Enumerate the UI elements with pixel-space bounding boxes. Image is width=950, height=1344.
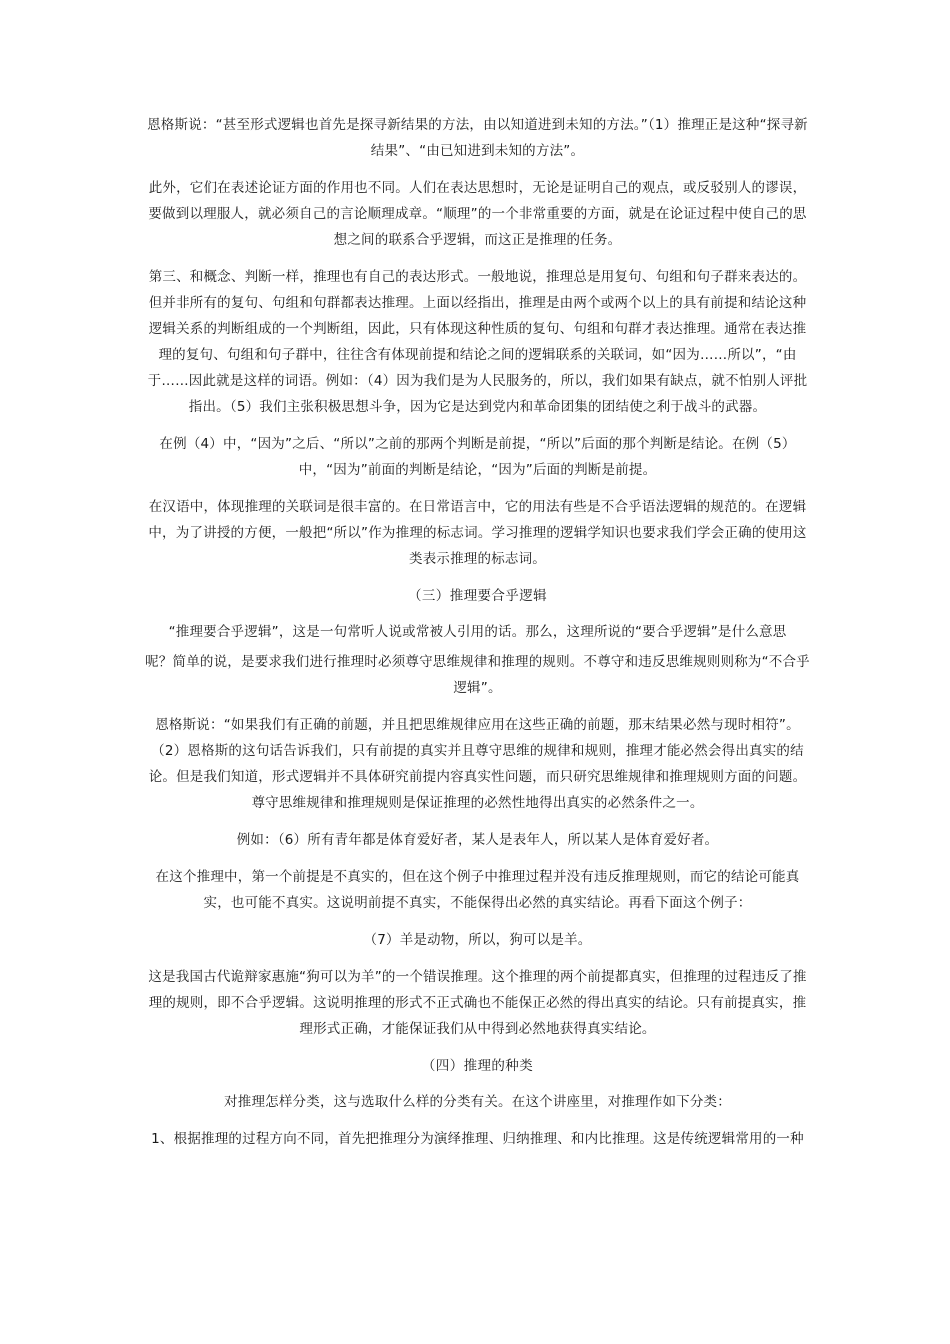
paragraph-classification-intro: 对推理怎样分类，这与选取什么样的分类有关。在这个讲座里，对推理作如下分类： <box>224 1094 731 1110</box>
section-heading-4: （四）推理的种类 <box>421 1058 534 1074</box>
paragraph-connectives: 在汉语中，体现推理的关联词是很丰富的。在日常语言中，它的用法有些是不合乎语法逻辑的规范的。在逻辑中，为了讲授的方便，一般把“所以”作为推理的标志词。学习推理的逻辑学知识也要求我们学会正确的使用这类表示推理的标志词。 <box>148 499 807 567</box>
paragraph-argument-role: 此外，它们在表述论证方面的作用也不同。人们在表达思想时，无论是证明自己的观点，或反驳别人的谬误，要做到以理服人，就必须自己的言论顺理成章。“顺理”的一个非常重要的方面，就是在论证过程中使自己的思想之间的联系合乎逻辑，而这正是推理的任务。 <box>148 180 807 248</box>
paragraph-engels-quote-1: 恩格斯说：“甚至形式逻辑也首先是探寻新结果的方法，由以知道进到未知的方法。”（1）推理正是这种“探寻新结果”、“由已知进到未知的方法”。 <box>147 117 808 159</box>
paragraph-logic-meaning: 呢？简单的说，是要求我们进行推理时必须尊守思维规律和推理的规则。不尊守和违反思维规则则称为“不合乎逻辑”。 <box>145 654 810 696</box>
paragraph-classification-1: 1、根据推理的过程方向不同，首先把推理分为演绎推理、归纳推理、和内比推理。这是传统逻辑常用的一种 <box>151 1131 804 1147</box>
paragraph-example-7-analysis: 这是我国古代诡辩家惠施“狗可以为羊”的一个错误推理。这个推理的两个前提都真实，但推理的过程违反了推理的规则，即不合乎逻辑。这说明推理的形式不正式确也不能保正必然的得出真实的结论。只有前提真实，推理形式正确，才能保证我们从中得到必然地获得真实结论。 <box>148 969 807 1037</box>
paragraph-example-6: 例如：（6）所有青年都是体育爱好者，某人是表年人，所以某人是体育爱好者。 <box>236 832 719 848</box>
section-heading-3: （三）推理要合乎逻辑 <box>408 588 547 604</box>
document-page <box>145 112 810 1163</box>
paragraph-example-6-analysis: 在这个推理中，第一个前提是不真实的，但在这个例子中推理过程并没有违反推理规则，而它的结论可能真实，也可能不真实。这说明前提不真实，不能保得出必然的真实结论。再看下面这个例子： <box>155 869 800 911</box>
paragraph-expression-form: 第三、和概念、判断一样，推理也有自己的表达形式。一般地说，推理总是用复句、句组和句子群来表达的。但并非所有的复句、句组和句群都表达推理。上面以经指出，推理是由两个或两个以上的具有前提和结论这种逻辑关系的判断组成的一个判断组，因此，只有体现这种性质的复句、句组和句群才表达推理。通常在表达推理的复句、句组和句子群中，往往含有体现前提和结论之间的逻辑联系的关联词，如“因为……所以”，“由于……因此就是这样的词语。例如：（4）因为我们是为人民服务的，所以，我们如果有缺点，就不怕别人评批指出。（5）我们主张积极思想斗争，因为它是达到党内和革命团集的团结使之利于战斗的武器。 <box>147 269 808 415</box>
paragraph-engels-quote-2: 恩格斯说：“如果我们有正确的前题，并且把思维规律应用在这些正确的前题，那末结果必然与现时相符”。（2）恩格斯的这句话告诉我们，只有前提的真实并且尊守思维的规律和规则，推理才能必然会得出真实的结论。但是我们知道，形式逻辑并不具体研究前提内容真实性问题，而只研究思维规律和推理规则方面的问题。尊守思维规律和推理规则是保证推理的必然性地得出真实的必然条件之一。 <box>148 717 807 811</box>
paragraph-example-analysis: 在例（4）中，“因为”之后、“所以”之前的那两个判断是前提，“所以”后面的那个判断是结论。在例（5）中，“因为”前面的判断是结论，“因为”后面的判断是前提。 <box>159 436 796 478</box>
paragraph-logic-saying: “推理要合乎逻辑”，这是一句常听人说或常被人引用的话。那么，这理所说的“要合乎逻辑”是什么意思 <box>168 624 787 640</box>
paragraph-example-7: （7）羊是动物，所以，狗可以是羊。 <box>363 932 592 948</box>
